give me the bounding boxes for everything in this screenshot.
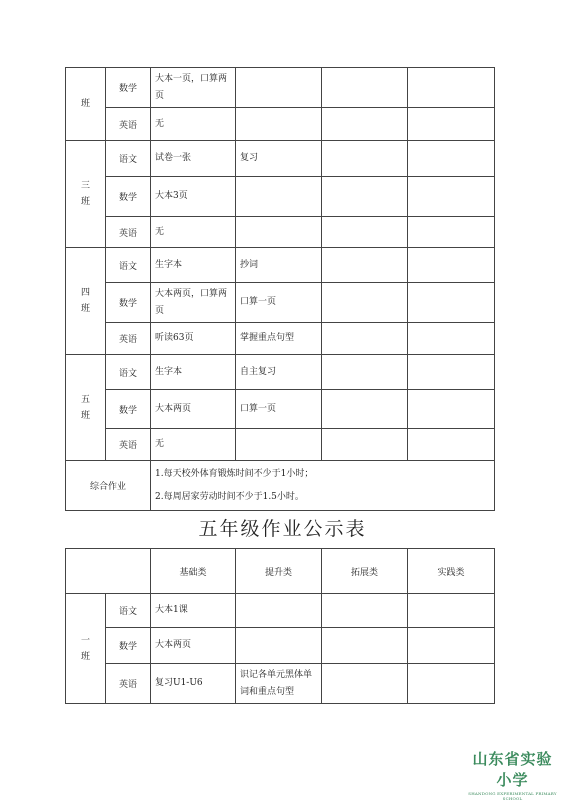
table-row	[66, 355, 495, 390]
subject-cell: 语文	[106, 248, 151, 283]
homework-extended-cell	[322, 68, 408, 108]
header-cell: 基础类	[151, 549, 236, 594]
class-label-char: 班	[80, 651, 90, 662]
homework-advanced-cell: 复习	[236, 141, 322, 177]
homework-extended-cell	[322, 177, 408, 217]
subject-cell: 英语	[106, 429, 151, 461]
subject-cell: 英语	[106, 108, 151, 141]
homework-practice-cell	[408, 664, 495, 704]
summary-label: 综合作业	[66, 461, 151, 511]
homework-table-top	[65, 67, 495, 511]
school-logo	[465, 748, 560, 801]
homework-extended-cell	[322, 108, 408, 141]
homework-extended-cell	[322, 323, 408, 355]
class-label-char: 三	[80, 181, 90, 191]
homework-basic-cell: 大本一页，口算两页	[151, 68, 236, 108]
homework-extended-cell	[322, 429, 408, 461]
class-label-char: 四	[80, 288, 90, 298]
class-label-char: 班	[80, 197, 90, 207]
header-cell: 实践类	[408, 549, 495, 594]
top-table-body	[66, 68, 495, 511]
homework-extended-cell	[322, 594, 408, 628]
homework-basic-cell: 生字本	[151, 248, 236, 283]
school-logo-name: 山东省实验小学	[472, 750, 553, 789]
homework-practice-cell	[408, 283, 495, 323]
table-row	[66, 429, 495, 461]
table-row	[66, 283, 495, 323]
summary-content	[151, 461, 495, 511]
homework-practice-cell	[408, 68, 495, 108]
section-title: 五年级作业公示表	[198, 518, 367, 540]
class-label-char: 班	[80, 99, 90, 109]
homework-basic-cell: 生字本	[151, 355, 236, 390]
homework-practice-cell	[408, 628, 495, 664]
table-row	[66, 177, 495, 217]
homework-extended-cell	[322, 141, 408, 177]
subject-cell: 数学	[106, 177, 151, 217]
class-label-char: 班	[80, 410, 90, 421]
table-row	[66, 68, 495, 108]
homework-practice-cell	[408, 355, 495, 390]
homework-advanced-cell	[236, 177, 322, 217]
homework-basic-cell: 无	[151, 429, 236, 461]
homework-extended-cell	[322, 664, 408, 704]
class-cell	[66, 594, 106, 704]
homework-basic-cell: 大本两页	[151, 628, 236, 664]
homework-advanced-cell	[236, 594, 322, 628]
homework-basic-cell: 无	[151, 217, 236, 248]
header-cell	[66, 549, 151, 594]
header-cell: 拓展类	[322, 549, 408, 594]
homework-practice-cell	[408, 141, 495, 177]
homework-advanced-cell	[236, 429, 322, 461]
header-cell: 提升类	[236, 549, 322, 594]
homework-advanced-cell	[236, 68, 322, 108]
homework-practice-cell	[408, 594, 495, 628]
homework-practice-cell	[408, 217, 495, 248]
table-row	[66, 217, 495, 248]
homework-practice-cell	[408, 177, 495, 217]
table-row	[66, 390, 495, 429]
class-cell	[66, 248, 106, 355]
class-cell	[66, 355, 106, 461]
bottom-table-body	[66, 549, 495, 704]
homework-practice-cell	[408, 323, 495, 355]
subject-cell: 语文	[106, 594, 151, 628]
homework-practice-cell	[408, 390, 495, 429]
subject-cell: 数学	[106, 68, 151, 108]
homework-practice-cell	[408, 429, 495, 461]
homework-basic-cell: 听读63页	[151, 323, 236, 355]
table-row	[66, 141, 495, 177]
subject-cell: 英语	[106, 217, 151, 248]
class-cell	[66, 68, 106, 141]
homework-extended-cell	[322, 248, 408, 283]
subject-cell: 数学	[106, 628, 151, 664]
class-label-char: 班	[80, 304, 90, 314]
summary-line: 2.每周居家劳动时间不少于1.5小时。	[155, 491, 304, 502]
school-logo-english: SHANDONG EXPERIMENTAL PRIMARY SCHOOL	[468, 791, 557, 801]
homework-extended-cell	[322, 390, 408, 429]
homework-extended-cell	[322, 355, 408, 390]
homework-basic-cell: 大本两页	[151, 390, 236, 429]
homework-practice-cell	[408, 108, 495, 141]
class-label-char: 一	[80, 635, 90, 646]
homework-advanced-cell: 识记各单元黑体单词和重点句型	[236, 664, 322, 704]
homework-extended-cell	[322, 628, 408, 664]
table-row	[66, 664, 495, 704]
homework-advanced-cell	[236, 217, 322, 248]
homework-extended-cell	[322, 217, 408, 248]
subject-cell: 英语	[106, 323, 151, 355]
homework-advanced-cell: 掌握重点句型	[236, 323, 322, 355]
table-row	[66, 594, 495, 628]
homework-advanced-cell: 抄词	[236, 248, 322, 283]
subject-cell: 语文	[106, 355, 151, 390]
summary-line: 1.每天校外体育锻炼时间不少于1小时；	[155, 468, 314, 479]
homework-basic-cell: 无	[151, 108, 236, 141]
table-row	[66, 248, 495, 283]
subject-cell: 语文	[106, 141, 151, 177]
homework-advanced-cell: 口算一页	[236, 390, 322, 429]
homework-table-grade5	[65, 548, 495, 704]
homework-advanced-cell	[236, 628, 322, 664]
homework-practice-cell	[408, 248, 495, 283]
homework-basic-cell: 大本两页，口算两页	[151, 283, 236, 323]
subject-cell: 英语	[106, 664, 151, 704]
homework-extended-cell	[322, 283, 408, 323]
header-row	[66, 549, 495, 594]
homework-advanced-cell: 自主复习	[236, 355, 322, 390]
table-row	[66, 323, 495, 355]
class-label-char: 五	[80, 394, 90, 405]
homework-basic-cell: 大本1课	[151, 594, 236, 628]
summary-row	[66, 461, 495, 511]
homework-advanced-cell: 口算一页	[236, 283, 322, 323]
homework-basic-cell: 大本3页	[151, 177, 236, 217]
table-row	[66, 108, 495, 141]
subject-cell: 数学	[106, 283, 151, 323]
class-cell	[66, 141, 106, 248]
subject-cell: 数学	[106, 390, 151, 429]
homework-basic-cell: 试卷一张	[151, 141, 236, 177]
homework-advanced-cell	[236, 108, 322, 141]
table-row	[66, 628, 495, 664]
homework-basic-cell: 复习U1-U6	[151, 664, 236, 704]
